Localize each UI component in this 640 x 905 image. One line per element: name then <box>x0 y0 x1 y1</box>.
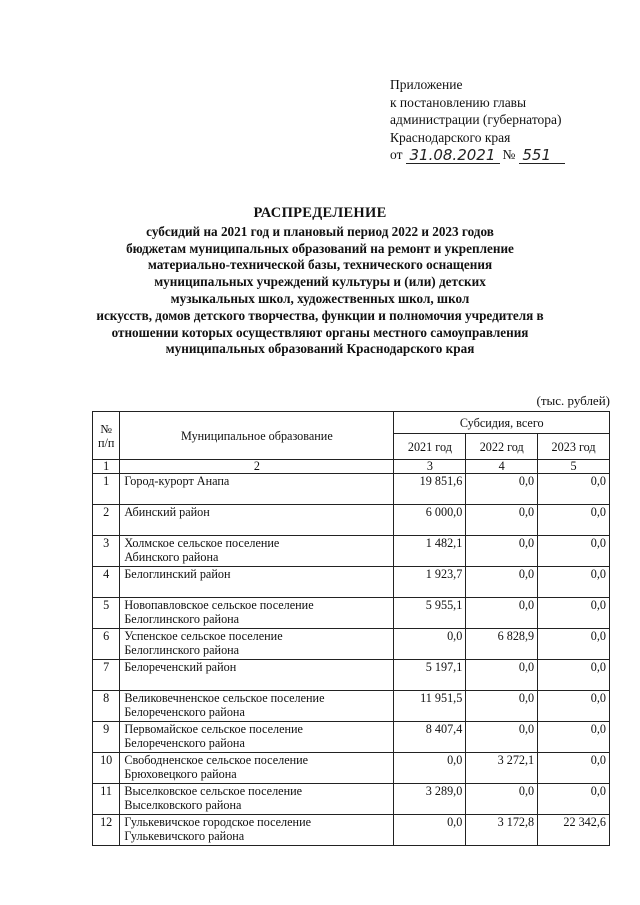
row-number: 7 <box>93 660 120 691</box>
title-line: бюджетам муниципальных образований на ремонт и укрепление <box>126 240 514 256</box>
value-2022: 0,0 <box>466 505 538 536</box>
value-2022: 6 828,9 <box>466 629 538 660</box>
title-line: субсидий на 2021 год и плановый период 2022 и 2023 годов <box>146 223 494 239</box>
municipality-name <box>120 691 394 722</box>
municipality-name <box>120 722 394 753</box>
table-body <box>93 474 610 846</box>
units-label: (тыс. рублей) <box>536 393 610 408</box>
row-number: 4 <box>93 567 120 598</box>
appendix-date-line <box>390 146 565 164</box>
column-number: 2 <box>120 460 394 474</box>
value-2023: 0,0 <box>538 660 610 691</box>
table-row <box>93 505 610 536</box>
appendix-line-4: Краснодарского края <box>390 129 511 145</box>
header-2023: 2023 год <box>538 434 610 460</box>
handwritten-number: 551 <box>519 148 565 164</box>
municipality-name-line-2: Белоглинского района <box>124 612 240 626</box>
value-2022: 0,0 <box>466 784 538 815</box>
value-2021: 19 851,6 <box>394 474 466 505</box>
handwritten-date: 31.08.2021 <box>406 148 500 164</box>
row-number: 3 <box>93 536 120 567</box>
value-2023: 0,0 <box>538 784 610 815</box>
municipality-name-line-1: Великовечненское сельское поселение <box>124 691 325 705</box>
number-sign: № <box>502 147 516 162</box>
municipality-name-line-2: Брюховецкого района <box>124 767 237 781</box>
municipality-name-line-2: Белоглинского района <box>124 643 240 657</box>
value-2022: 0,0 <box>466 536 538 567</box>
title-line: муниципальных образований Краснодарского края <box>165 341 475 357</box>
row-number: 11 <box>93 784 120 815</box>
municipality-name <box>120 567 394 598</box>
municipality-name <box>120 505 394 536</box>
title-line: искусств, домов детского творчества, функции и полномочия учредителя в <box>96 307 544 323</box>
title-line: отношении которых осуществляют органы местного самоуправления <box>111 324 529 340</box>
value-2021: 3 289,0 <box>394 784 466 815</box>
header-2021: 2021 год <box>394 434 466 460</box>
value-2021: 1 482,1 <box>394 536 466 567</box>
column-numbers-row <box>93 460 610 474</box>
table-row <box>93 474 610 505</box>
table-row <box>93 629 610 660</box>
header-2022: 2022 год <box>466 434 538 460</box>
municipality-name <box>120 474 394 505</box>
municipality-name <box>120 660 394 691</box>
title-main: РАСПРЕДЕЛЕНИЕ <box>253 205 387 221</box>
value-2023: 0,0 <box>538 629 610 660</box>
row-number: 9 <box>93 722 120 753</box>
header-name: Муниципальное образование <box>120 412 394 460</box>
value-2022: 0,0 <box>466 660 538 691</box>
value-2021: 8 407,4 <box>394 722 466 753</box>
value-2023: 0,0 <box>538 722 610 753</box>
municipality-name <box>120 815 394 846</box>
column-number: 3 <box>394 460 466 474</box>
value-2022: 0,0 <box>466 598 538 629</box>
value-2022: 3 272,1 <box>466 753 538 784</box>
value-2022: 0,0 <box>466 691 538 722</box>
value-2022: 0,0 <box>466 474 538 505</box>
header-subsidy: Субсидия, всего <box>394 412 610 434</box>
appendix-line-3: администрации (губернатора) <box>390 112 562 127</box>
municipality-name-line-2: Абинского района <box>124 550 219 564</box>
row-number: 12 <box>93 815 120 846</box>
document-title <box>0 205 640 358</box>
value-2021: 5 197,1 <box>394 660 466 691</box>
municipality-name-line-1: Белореченский район <box>124 660 237 674</box>
appendix-block <box>390 76 565 164</box>
table-row <box>93 536 610 567</box>
table-row <box>93 691 610 722</box>
value-2023: 0,0 <box>538 598 610 629</box>
table-row <box>93 598 610 629</box>
value-2023: 0,0 <box>538 474 610 505</box>
municipality-name-line-1: Гулькевичское городское поселение <box>124 815 312 829</box>
municipality-name-line-1: Выселковское сельское поселение <box>124 784 303 798</box>
table-row <box>93 567 610 598</box>
municipality-name-line-2: Белореченского района <box>124 705 245 719</box>
row-number: 6 <box>93 629 120 660</box>
value-2021: 11 951,5 <box>394 691 466 722</box>
municipality-name-line-1: Успенское сельское поселение <box>124 629 283 643</box>
municipality-name <box>120 753 394 784</box>
value-2023: 0,0 <box>538 536 610 567</box>
title-line: материально-технической базы, технического оснащения <box>147 257 493 273</box>
table-row <box>93 753 610 784</box>
subsidy-table <box>92 411 610 846</box>
column-number: 1 <box>93 460 120 474</box>
row-number: 8 <box>93 691 120 722</box>
appendix-line-1: Приложение <box>390 77 463 92</box>
column-number: 5 <box>538 460 610 474</box>
municipality-name-line-1: Город-курорт Анапа <box>124 474 230 488</box>
municipality-name-line-2: Белореченского района <box>124 736 245 750</box>
table-row <box>93 784 610 815</box>
municipality-name-line-1: Белоглинский район <box>124 567 231 581</box>
value-2021: 0,0 <box>394 815 466 846</box>
value-2021: 1 923,7 <box>394 567 466 598</box>
title-line: муниципальных учреждений культуры и (или) детских <box>154 274 486 290</box>
municipality-name <box>120 629 394 660</box>
title-line: музыкальных школ, художественных школ, школ <box>170 290 470 306</box>
header-num: № п/п <box>93 412 120 460</box>
municipality-name <box>120 784 394 815</box>
appendix-line-2: к постановлению главы <box>390 94 527 110</box>
municipality-name-line-1: Свободненское сельское поселение <box>124 753 309 767</box>
value-2023: 0,0 <box>538 753 610 784</box>
table-row <box>93 722 610 753</box>
value-2021: 6 000,0 <box>394 505 466 536</box>
municipality-name <box>120 536 394 567</box>
value-2023: 22 342,6 <box>538 815 610 846</box>
value-2022: 0,0 <box>466 722 538 753</box>
row-number: 1 <box>93 474 120 505</box>
value-2021: 5 955,1 <box>394 598 466 629</box>
row-number: 5 <box>93 598 120 629</box>
municipality-name-line-1: Первомайское сельское поселение <box>124 722 303 736</box>
table-row <box>93 660 610 691</box>
municipality-name-line-2: Гулькевичского района <box>124 829 245 843</box>
column-number: 4 <box>466 460 538 474</box>
value-2023: 0,0 <box>538 505 610 536</box>
value-2023: 0,0 <box>538 691 610 722</box>
row-number: 2 <box>93 505 120 536</box>
municipality-name-line-1: Холмское сельское поселение <box>124 536 280 550</box>
municipality-name-line-1: Новопавловское сельское поселение <box>124 598 314 612</box>
table-row <box>93 815 610 846</box>
value-2022: 3 172,8 <box>466 815 538 846</box>
value-2021: 0,0 <box>394 753 466 784</box>
date-prefix: от <box>390 147 403 162</box>
value-2022: 0,0 <box>466 567 538 598</box>
municipality-name-line-2: Выселковского района <box>124 798 242 812</box>
value-2021: 0,0 <box>394 629 466 660</box>
municipality-name-line-1: Абинский район <box>124 505 210 519</box>
municipality-name <box>120 598 394 629</box>
value-2023: 0,0 <box>538 567 610 598</box>
row-number: 10 <box>93 753 120 784</box>
